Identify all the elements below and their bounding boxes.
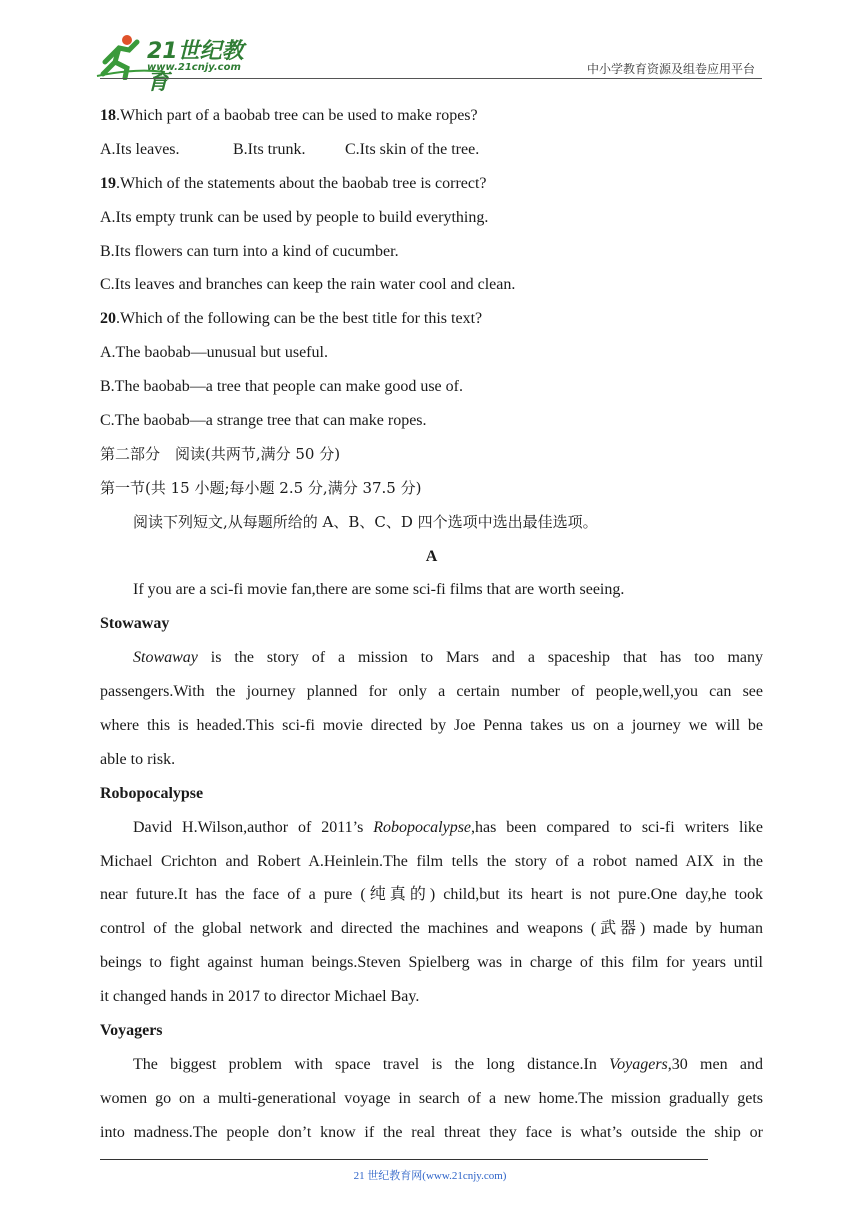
paragraph-line: able to risk. <box>100 750 176 768</box>
paragraph-line: Michael Crichton and Robert A.Heinlein.The film tells the story of a robot named AIX in the <box>100 852 763 870</box>
question-stem: .Which of the following can be the best title for this text? <box>116 310 483 328</box>
paragraph-text: David H.Wilson,author of 2011’s <box>133 818 374 836</box>
film-title: Stowaway <box>133 649 198 667</box>
option-a: A.Its leaves. <box>100 140 180 158</box>
paragraph-text: The biggest problem with space travel is the long distance.In <box>133 1055 610 1073</box>
passage-label: A <box>425 547 438 565</box>
paragraph-line: it changed hands in 2017 to director Michael Bay. <box>100 988 420 1006</box>
option-c: C.Its leaves and branches can keep the rain water cool and clean. <box>100 276 516 294</box>
header-divider <box>100 78 762 79</box>
option-b: B.Its flowers can turn into a kind of cucumber. <box>100 242 399 260</box>
question-stem: .Which part of a baobab tree can be used to make ropes? <box>116 107 478 124</box>
question-number: 20 <box>100 310 116 328</box>
film-title: Voyagers <box>609 1055 668 1073</box>
passage-intro: If you are a sci-fi movie fan,there are some sci-fi films that are worth seeing. <box>133 581 625 599</box>
logo-url: www.21cnjy.com <box>147 62 241 73</box>
option-b: B.The baobab—a tree that people can make good use of. <box>100 378 463 396</box>
paragraph-line: near future.It has the face of a pure (纯真的) child,but its heart is not pure.One day,he took <box>100 886 763 904</box>
paragraph-line <box>100 641 763 675</box>
paragraph-line <box>100 811 763 845</box>
question-19 <box>100 167 763 201</box>
question-18-options <box>100 133 763 167</box>
logo-text: 21世纪教育 <box>147 39 244 95</box>
question-20 <box>100 302 763 336</box>
instruction: 阅读下列短文,从每题所给的 A、B、C、D 四个选项中选出最佳选项。 <box>133 512 598 531</box>
paragraph-line: control of the global network and directed the machines and weapons (武器) made by human <box>100 920 763 938</box>
question-stem: .Which of the statements about the baobab tree is correct? <box>116 174 487 192</box>
exam-content <box>100 99 763 1150</box>
option-c: C.The baobab—a strange tree that can make ropes. <box>100 412 427 430</box>
footer-link[interactable]: 21 世纪教育网(www.21cnjy.com) <box>353 1170 507 1182</box>
question-18 <box>100 99 763 133</box>
option-b: B.Its trunk. <box>233 140 306 158</box>
paragraph-line: passengers.With the journey planned for only a certain number of people,well,you can see <box>100 683 763 701</box>
option-a: A.The baobab—unusual but useful. <box>100 344 328 362</box>
paragraph-text: ,has been compared to sci-fi writers like <box>471 818 763 836</box>
platform-name: 中小学教育资源及组卷应用平台 <box>586 62 755 76</box>
page-header <box>0 0 860 95</box>
paragraph-text: is the story of a mission to Mars and a spaceship that has too many <box>197 649 763 667</box>
paragraph-line: into madness.The people don’t know if the real threat they face is what’s outside the ship or <box>100 1123 763 1141</box>
paragraph-line: where this is headed.This sci-fi movie directed by Joe Penna takes us on a journey we will be <box>100 717 763 735</box>
paragraph-text: ,30 men and <box>667 1055 763 1073</box>
film-heading-stowaway: Stowaway <box>100 615 170 633</box>
film-heading-voyagers: Voyagers <box>100 1022 163 1040</box>
question-number: 19 <box>100 174 116 192</box>
film-title: Robopocalypse <box>373 818 472 836</box>
paragraph-line: women go on a multi-generational voyage in search of a new home.The mission gradually gets <box>100 1089 763 1107</box>
option-c: C.Its skin of the tree. <box>345 140 480 158</box>
paragraph-line: beings to fight against human beings.Steven Spielberg was in charge of this film for years until <box>100 954 763 972</box>
footer-divider <box>100 1159 708 1160</box>
film-heading-robopocalypse: Robopocalypse <box>100 784 204 802</box>
question-number: 18 <box>100 107 116 124</box>
paragraph-line <box>100 1048 763 1082</box>
site-logo[interactable] <box>95 32 260 95</box>
section-heading: 第一节(共 15 小题;每小题 2.5 分,满分 37.5 分) <box>100 478 422 497</box>
part-heading: 第二部分 阅读(共两节,满分 50 分) <box>100 444 341 463</box>
option-a: A.Its empty trunk can be used by people to build everything. <box>100 208 489 226</box>
